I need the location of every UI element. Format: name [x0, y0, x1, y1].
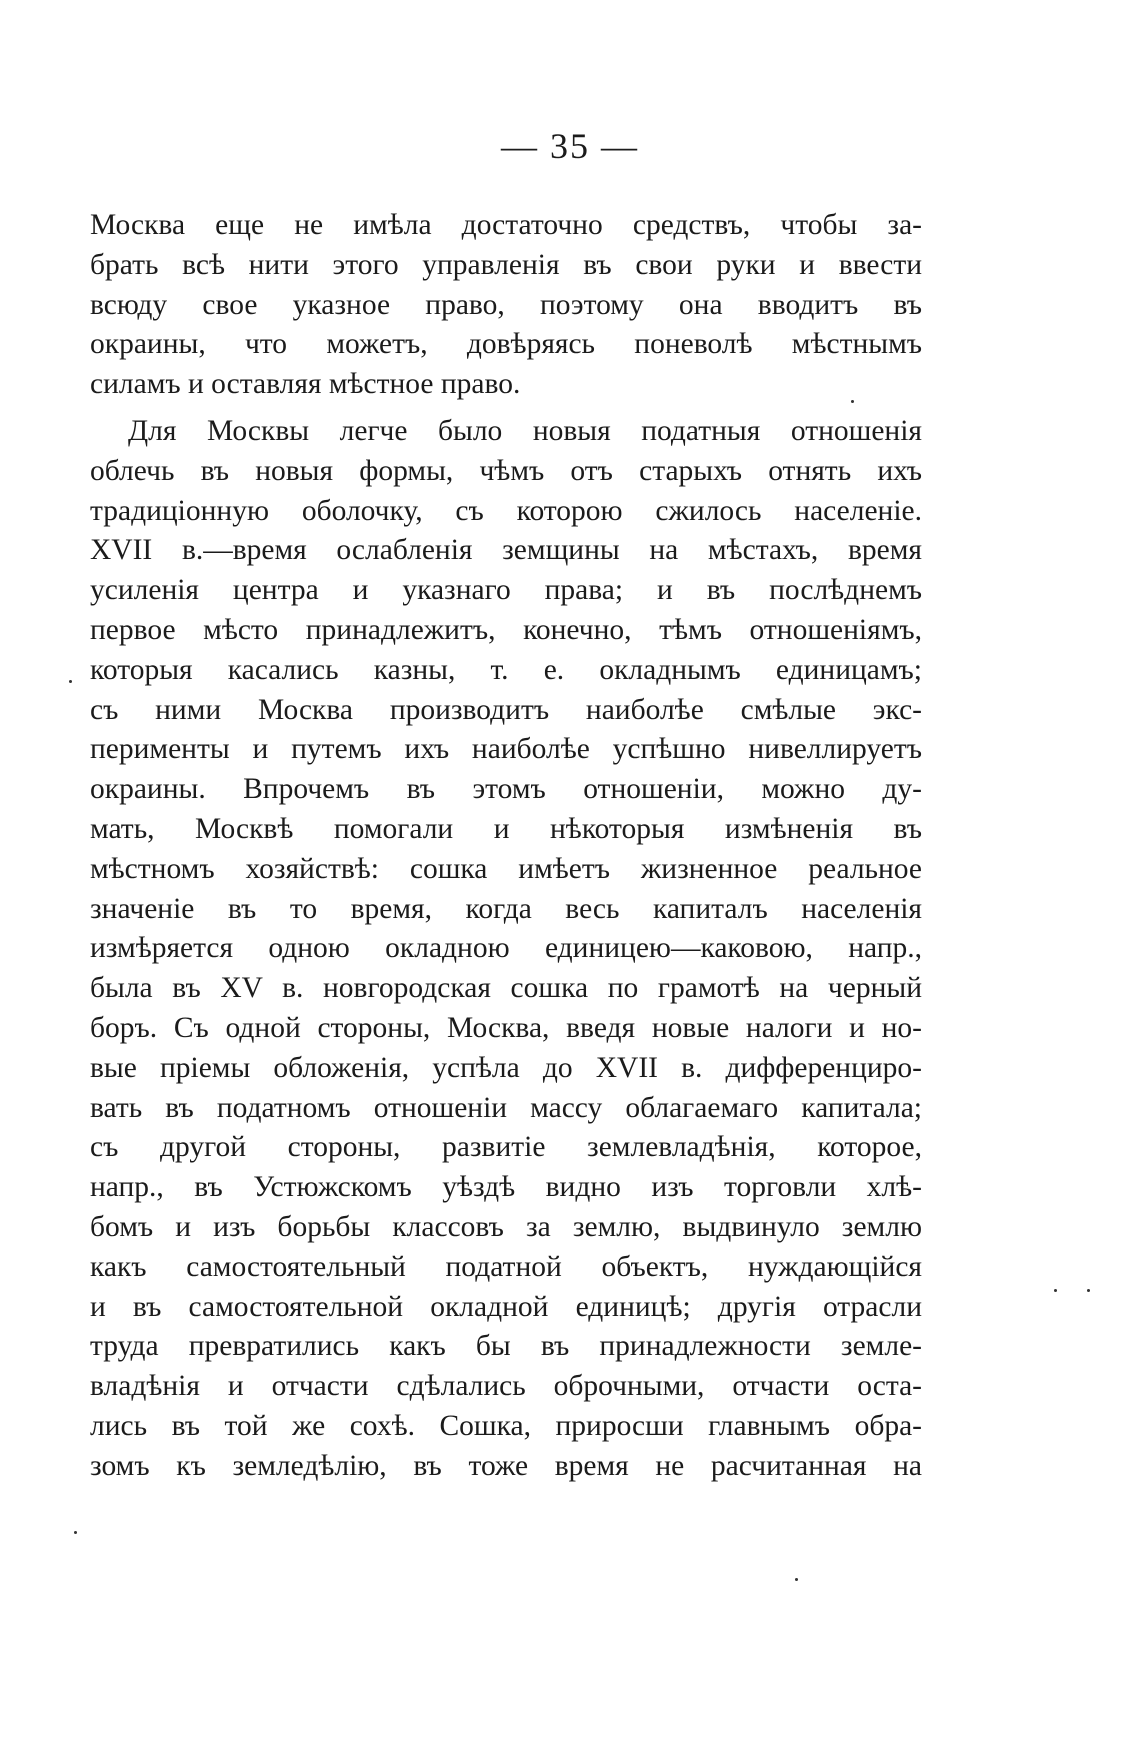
text-line: вые пріемы обложенія, успѣла до XVII в. дифференциро-	[90, 1051, 922, 1084]
text-line: силамъ и оставляя мѣстное право.	[90, 368, 521, 401]
text-line: бомъ и изъ борьбы классовъ за землю, выдвинуло землю	[90, 1210, 922, 1243]
text-line: окраины, что можетъ, довѣряясь поневолѣ мѣстнымъ	[90, 328, 922, 361]
text-line: напр., въ Устюжскомъ уѣздѣ видно изъ торговли хлѣ-	[90, 1171, 922, 1204]
text-line: владѣнія и отчасти сдѣлались оброчными, отчасти оста-	[90, 1370, 922, 1403]
text-line: была въ XV в. новгородская сошка по грамотѣ на черный	[90, 972, 922, 1005]
text-line: мать, Москвѣ помогали и нѣкоторыя измѣненія въ	[90, 812, 922, 845]
paragraph	[90, 412, 922, 1487]
scan-speck	[69, 680, 72, 683]
scan-speck	[1054, 1289, 1057, 1292]
scan-speck	[1087, 1289, 1090, 1292]
text-line: мѣстномъ хозяйствѣ: сошка имѣетъ жизненное реальное	[90, 852, 922, 885]
text-line: усиленія центра и указнаго права; и въ послѣднемъ	[90, 574, 922, 607]
paragraph-gap	[90, 405, 922, 412]
scan-speck	[795, 1578, 798, 1581]
text-line: съ другой стороны, развитіе землевладѣнія, которое,	[90, 1131, 922, 1164]
text-line: вать въ податномъ отношеніи массу облагаемаго капитала;	[90, 1091, 922, 1124]
text-line: зомъ къ земледѣлію, въ тоже время не расчитанная на	[90, 1449, 922, 1482]
text-line: первое мѣсто принадлежитъ, конечно, тѣмъ отношеніямъ,	[90, 613, 922, 646]
text-line: боръ. Съ одной стороны, Москва, введя новые налоги и но-	[90, 1011, 922, 1044]
text-line: съ ними Москва производитъ наиболѣе смѣлые экс-	[90, 693, 922, 726]
text-line: труда превратились какъ бы въ принадлежности земле-	[90, 1330, 922, 1363]
text-line: окраины. Впрочемъ въ этомъ отношеніи, можно ду-	[90, 773, 922, 806]
text-line: традиціонную оболочку, съ которою сжилось населеніе.	[90, 494, 922, 527]
page-number: — 35 —	[501, 126, 639, 166]
body-text	[90, 206, 922, 1487]
text-line: облечь въ новыя формы, чѣмъ отъ старыхъ отнять ихъ	[90, 454, 922, 487]
scan-speck	[851, 400, 854, 403]
text-line: измѣряется одною окладною единицею—каковою, напр.,	[90, 932, 922, 965]
text-line: XVII в.—время ослабленія земщины на мѣстахъ, время	[90, 534, 922, 567]
paragraph	[90, 206, 922, 405]
text-line: Москва еще не имѣла достаточно средствъ, чтобы за-	[90, 209, 922, 241]
text-line: всюду свое указное право, поэтому она вводитъ въ	[90, 288, 922, 321]
text-line: которыя касались казны, т. е. окладнымъ единицамъ;	[90, 653, 922, 686]
text-line: брать всѣ нити этого управленія въ свои руки и ввести	[90, 248, 922, 281]
text-line: значеніе въ то время, когда весь капиталъ населенія	[90, 892, 922, 925]
text-line: перименты и путемъ ихъ наиболѣе успѣшно нивеллируетъ	[90, 733, 922, 766]
text-line: и въ самостоятельной окладной единицѣ; другія отрасли	[90, 1290, 922, 1323]
text-line: Для Москвы легче было новыя податныя отношенія	[128, 414, 922, 447]
text-line: лись въ той же сохѣ. Сошка, приросши главнымъ обра-	[90, 1409, 922, 1442]
scan-speck	[74, 1531, 77, 1534]
text-line: какъ самостоятельный податной объектъ, нуждающійся	[90, 1250, 922, 1283]
